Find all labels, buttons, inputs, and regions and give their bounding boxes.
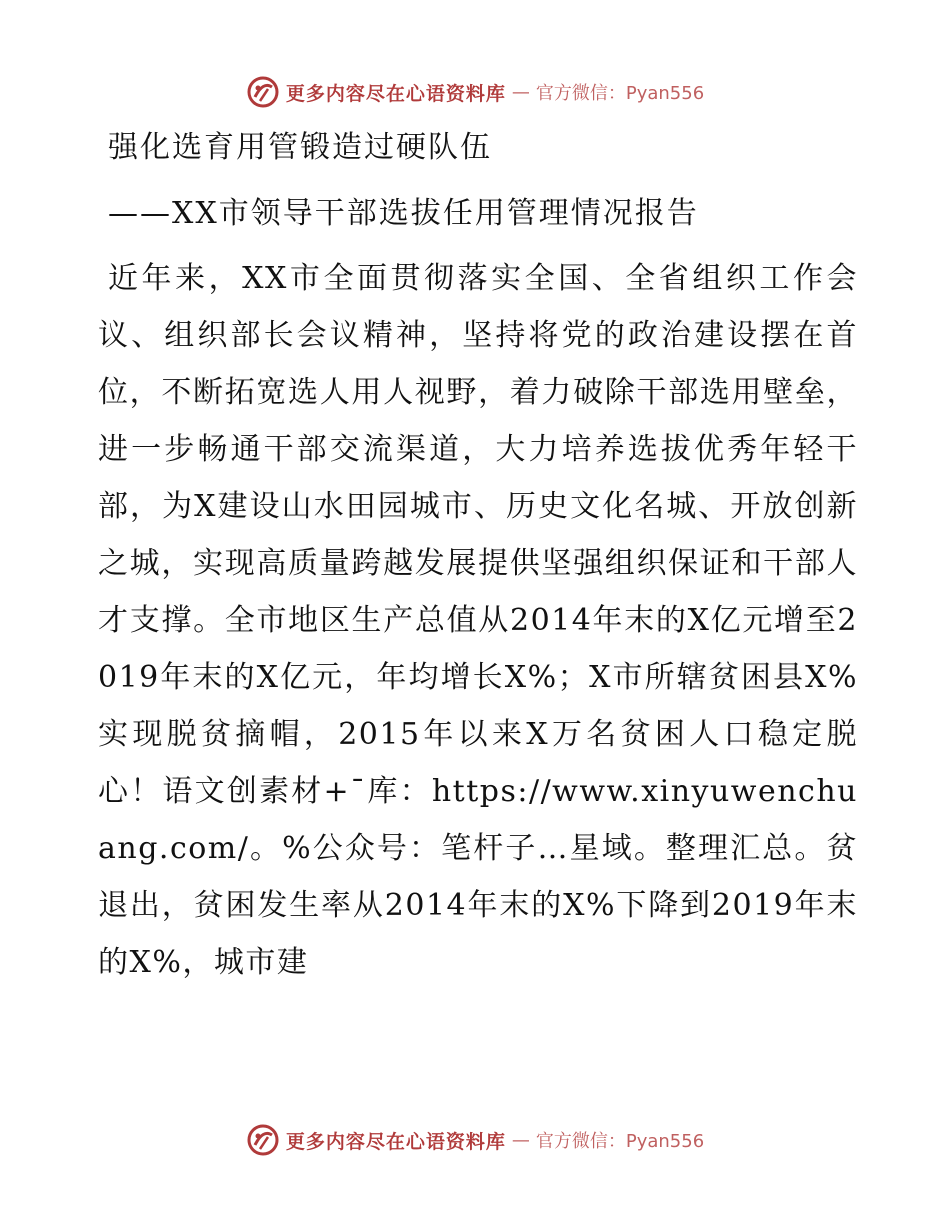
brand-logo-icon [246, 1123, 280, 1157]
document-body [98, 122, 858, 991]
footer-watermark-banner [0, 1120, 950, 1160]
banner-separator: — [511, 81, 530, 103]
banner-contact-text: 官方微信：Pyan556 [535, 83, 705, 104]
banner-separator: — [511, 1129, 530, 1151]
banner-brand-text: 更多内容尽在心语资料库 [285, 82, 506, 105]
brand-logo-icon [246, 75, 280, 109]
body-paragraph: 近年来，XX市全面贯彻落实全国、全省组织工作会议、组织部长会议精神，坚持将党的政治建设摆在首位，不断拓宽选人用人视野，着力破除干部选用壁垒，进一步畅通干部交流渠道，大力培养选拔优秀年轻干部，为X建设山水田园城市、历史文化名城、开放创新之城，实现高质量跨越发展提供坚强组织保证和干部人才支撑。全市地区生产总值从2014年末的X亿元增至2019年末的X亿元，年均增长X%；X市所辖贫困县X%实现脱贫摘帽，2015年以来X万名贫困人口稳定脱心！语文创素材+¯库：https://www.xinyuwenchuang.com/。%公众号：笔杆子…星域。整理汇总。贫退出，贫困发生率从2014年末的X%下降到2019年末的X%，城市建 [98, 261, 858, 980]
header-watermark-banner [0, 72, 950, 112]
banner-contact-text: 官方微信：Pyan556 [535, 1131, 705, 1152]
banner-brand-text: 更多内容尽在心语资料库 [285, 1130, 506, 1153]
document-title: 强化选育用管锻造过硬队伍 [108, 130, 492, 165]
document-subtitle: ——XX市领导干部选拔任用管理情况报告 [108, 196, 699, 231]
